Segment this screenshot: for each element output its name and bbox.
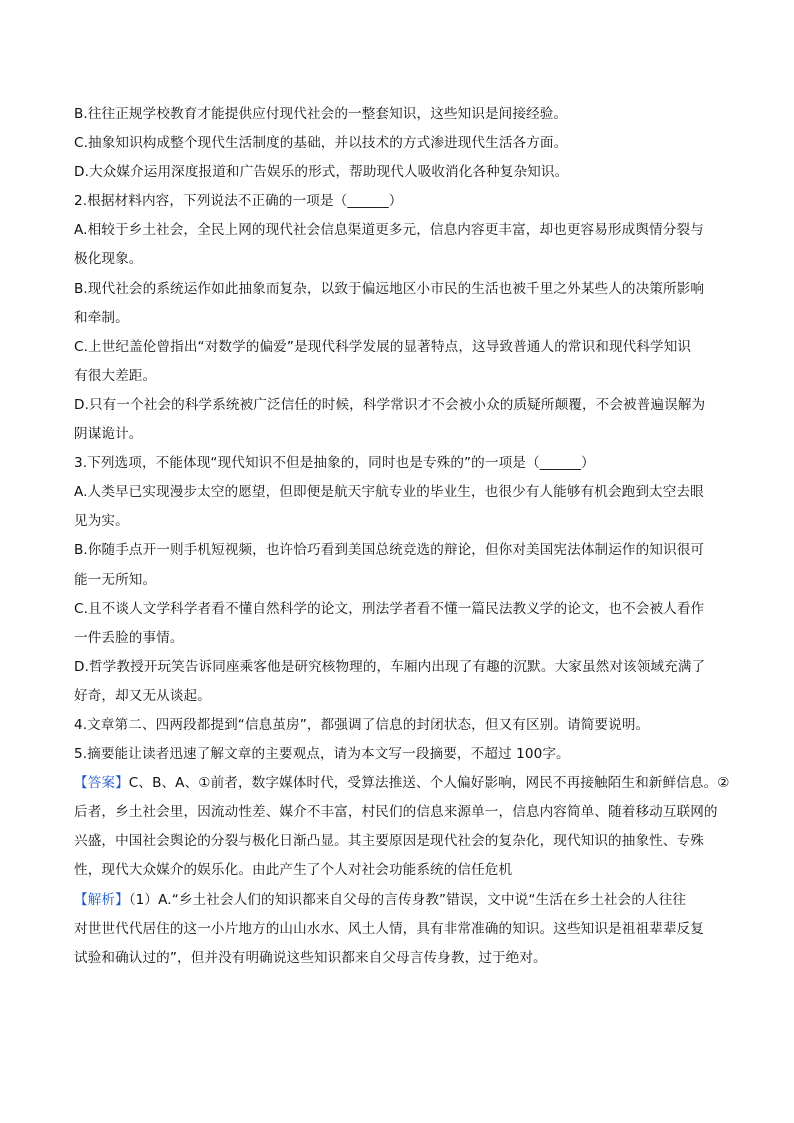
q2-stem: 2.根据材料内容，下列说法不正确的一项是（______） bbox=[74, 193, 403, 210]
answer-line4: 性，现代大众媒介的娱乐化。由此产生了个人对社会功能系统的信任危机 bbox=[74, 862, 513, 879]
analysis-line1 bbox=[74, 886, 726, 915]
analysis-line3: 试验和确认过的”，但并没有明确说这些知识都来自父母言传身教，过于绝对。 bbox=[74, 949, 547, 966]
q3-stem: 3.下列选项，不能体现“现代知识不但是抽象的，同时也是专殊的”的一项是（______） bbox=[74, 455, 595, 472]
answer-text-line1: C、B、A、①前者，数字媒体时代，受算法推送、个人偏好影响，网民不再接触陌生和新鲜信息。② bbox=[128, 775, 730, 792]
analysis-line2: 对世世代代居住的这一小片地方的山山水水、风土人情，具有非常准确的知识。这些知识是祖祖辈辈反复 bbox=[74, 920, 704, 937]
q2-option-b-line1: B.现代社会的系统运作如此抽象而复杂，以致于偏远地区小市民的生活也被千里之外某些人的决策所影响 bbox=[74, 280, 705, 297]
q1-option-c: C.抽象知识构成整个现代生活制度的基础，并以技术的方式渗进现代生活各方面。 bbox=[74, 135, 568, 152]
q3-option-c-line2: 一件丢脸的事情。 bbox=[74, 629, 184, 646]
answer-line1 bbox=[74, 769, 730, 798]
document-body bbox=[74, 100, 730, 973]
q4-stem: 4.文章第二、四两段都提到“信息茧房”，都强调了信息的封闭状态，但又有区别。请简要说明。 bbox=[74, 716, 650, 733]
analysis-text-line1: （1）A.“乡土社会人们的知识都来自父母的言传身教”错误，文中说“生活在乡土社会的人往往 bbox=[128, 891, 687, 908]
answer-tag: 【答案】 bbox=[74, 775, 129, 792]
q2-option-a-line2: 极化现象。 bbox=[74, 251, 143, 268]
q2-option-b-line2: 和牵制。 bbox=[74, 309, 129, 326]
q2-option-d-line2: 阴谋诡计。 bbox=[74, 426, 143, 443]
q1-option-d: D.大众媒介运用深度报道和广告娱乐的形式，帮助现代人吸收消化各种复杂知识。 bbox=[74, 164, 569, 181]
q1-option-b: B.往往正规学校教育才能提供应付现代社会的一整套知识，这些知识是间接经验。 bbox=[74, 106, 568, 122]
q2-option-a-line1: A.相较于乡土社会，全民上网的现代社会信息渠道更多元，信息内容更丰富，却也更容易形成舆情分裂与 bbox=[74, 222, 704, 239]
answer-line3: 兴盛，中国社会舆论的分裂与极化日渐凸显。其主要原因是现代社会的复杂化，现代知识的抽象性、专殊 bbox=[74, 833, 704, 850]
q2-option-c-line1: C.上世纪盖伦曾指出“对数学的偏爱”是现代科学发展的显著特点，这导致普通人的常识和现代科学知识 bbox=[74, 338, 692, 355]
q3-option-a-line1: A.人类早已实现漫步太空的愿望，但即便是航天宇航专业的毕业生，也很少有人能够有机会跑到太空去眼 bbox=[74, 484, 704, 501]
q3-option-a-line2: 见为实。 bbox=[74, 513, 129, 530]
q3-option-d-line2: 好奇，却又无从谈起。 bbox=[74, 687, 211, 704]
q2-option-c-line2: 有很大差距。 bbox=[74, 367, 157, 384]
q3-option-c-line1: C.且不谈人文学科学者看不懂自然科学的论文，刑法学者看不懂一篇民法教义学的论文，也不会被人看作 bbox=[74, 600, 705, 617]
answer-line2: 后者，乡土社会里，因流动性差、媒介不丰富，村民们的信息来源单一，信息内容简单、随着移动互联网的 bbox=[74, 804, 718, 821]
q5-stem: 5.摘要能让读者迅速了解文章的主要观点，请为本文写一段摘要，不超过 100字。 bbox=[74, 746, 570, 763]
q2-option-d-line1: D.只有一个社会的科学系统被广泛信任的时候，科学常识才不会被小众的质疑所颠覆，不会被普遍误解为 bbox=[74, 396, 706, 413]
q3-option-b-line1: B.你随手点开一则手机短视频，也许恰巧看到美国总统竞选的辩论，但你对美国宪法体制运作的知识很可 bbox=[74, 542, 705, 559]
analysis-tag: 【解析】 bbox=[74, 891, 129, 908]
q3-option-b-line2: 能一无所知。 bbox=[74, 571, 157, 588]
q3-option-d-line1: D.哲学教授开玩笑告诉同座乘客他是研究核物理的，车厢内出现了有趣的沉默。大家虽然对该领域充满了 bbox=[74, 658, 706, 675]
